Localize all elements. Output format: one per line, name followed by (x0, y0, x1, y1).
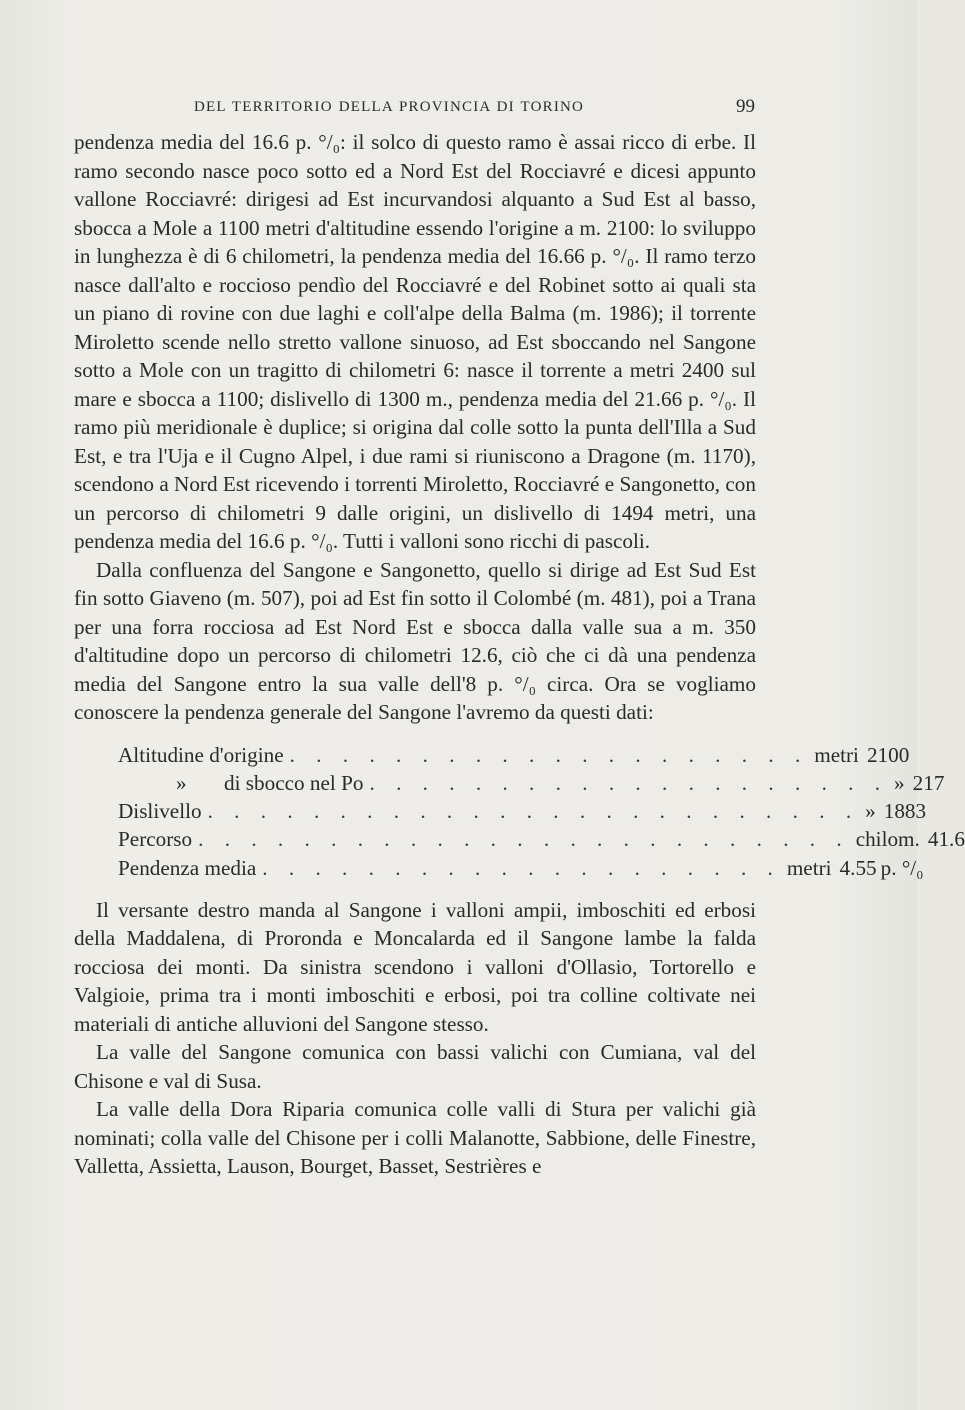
row-label: Dislivello (118, 799, 202, 824)
body-text (74, 128, 965, 1181)
leader-dots: . . . . . . . . . . . . . . . . . . . . (369, 770, 889, 795)
row-unit: » (865, 799, 876, 824)
leader-dots: . . . . . . . . . . . . . . . . . . . . . . . . . (198, 827, 850, 852)
row-label: Altitudine d'origine (118, 742, 284, 767)
row-value: 4.55 (839, 855, 877, 880)
paragraph: La valle del Sangone comunica con bassi valichi con Cumiana, val del Chisone e val di Susa. (74, 1040, 756, 1093)
page-number: 99 (736, 96, 755, 117)
row-label: Pendenza media (118, 855, 257, 880)
table-row (118, 741, 910, 769)
row-value: 217 (912, 770, 945, 795)
table-row (118, 825, 965, 853)
row-label: di sbocco nel Po (224, 770, 364, 795)
paragraph: Il versante destro manda al Sangone i valloni ampii, imboschiti ed erbosi della Maddalena, di Proronda e Moncalarda ed il Sangone lambe la falda rocciosa dei monti. Da sinistra scendono i valloni d'Ollasio, Tortorello e Valgioie, prima tra i monti imboschiti e erbosi, poi tra colline coltivate nei materiali di antiche alluvioni del Sangone stesso. (74, 897, 756, 1036)
table-row (118, 797, 927, 825)
row-unit: chilom. (855, 827, 920, 852)
running-title: DEL TERRITORIO DELLA PROVINCIA DI TORINO (194, 99, 585, 115)
row-unit: » (894, 770, 905, 795)
altitude-table (118, 741, 965, 882)
row-label: Percorso (118, 827, 193, 852)
leader-dots: . . . . . . . . . . . . . . . . . . . . (262, 855, 781, 880)
paragraph: La valle della Dora Riparia comunica colle valli di Stura per valichi già nominati; colla valle del Chisone per i colli Malanotte, Sabbione, delle Finestre, Valletta, Assietta, Lauson, Bourget, Basset, Sestrières e (74, 1097, 756, 1179)
leader-dots: . . . . . . . . . . . . . . . . . . . . . . . . . (207, 799, 860, 824)
row-unit: metri (786, 855, 832, 880)
row-unit: metri (814, 742, 859, 767)
row-value: 1883 (883, 799, 927, 824)
table-row (118, 854, 924, 882)
row-value: 41.6 (927, 827, 965, 852)
row-label-group (118, 769, 363, 798)
row-value: 2100 (866, 742, 910, 767)
page-header (100, 96, 755, 121)
leader-dots: . . . . . . . . . . . . . . . . . . . . (289, 742, 809, 767)
paragraph: pendenza media del 16.6 p. °/₀: il solco di questo ramo è assai ricco di erbe. Il ramo secondo nasce poco sotto ed a Nord Est del Rocciavré e dicesi appunto vallone Rocciavré: dirigesi ad Est incurvandosi alquanto a Sud Est al basso, sbocca a Mole a 1100 metri d'altitudine essendo l'origine a m. 2100: lo sviluppo in lunghezza è di 6 chilometri, la pendenza media del 16.66 p. °/₀. Il ramo terzo nasce dall'alto e roccioso pendìo del Rocciavré e del Robinet sotto ai quali sta un piano di rovine con due laghi e coll'alpe della Balma (m. 1986); il torrente Miroletto scende nello stretto vallone sinuoso, ad Est sboccando nel Sangone sotto a Mole con un tragitto di chilometri 6: nasce il torrente a metri 2400 sul mare e sbocca a 1100; dislivello di 1300 m., pendenza media del 21.66 p. °/₀. Il ramo più meridionale è duplice; si origina dal colle sotto la punta dell'Illa a Sud Est, e tra l'Uja e il Cugno Alpel, i due rami si riuniscono a Dragone (m. 1170), scendono a Nord Est ricevendo i torrenti Miroletto, Rocciavré e Sangonetto, con un percorso di chilometri 9 dalle origini, un dislivello di 1494 metri, una pendenza media del 16.6 p. °/₀. Tutti i valloni sono ricchi di pascoli. (74, 130, 756, 553)
row-suffix: p. °/₀ (880, 855, 924, 880)
paragraph: Dalla confluenza del Sangone e Sangonetto, quello si dirige ad Est Sud Est fin sotto Giaveno (m. 507), poi ad Est fin sotto il Colombé (m. 481), poi a Trana per una forra rocciosa ad Est Nord Est e sbocca dalla valle sua a m. 350 d'altitudine dopo un percorso di chilometri 12.6, ciò che ci dà una pendenza media del Sangone entro la sua valle dell'8 p. °/₀ circa. Ora se vogliamo conoscere la pendenza generale del Sangone l'avremo da questi dati: (74, 557, 756, 724)
ditto-mark: » (176, 770, 187, 795)
table-row (118, 769, 945, 797)
